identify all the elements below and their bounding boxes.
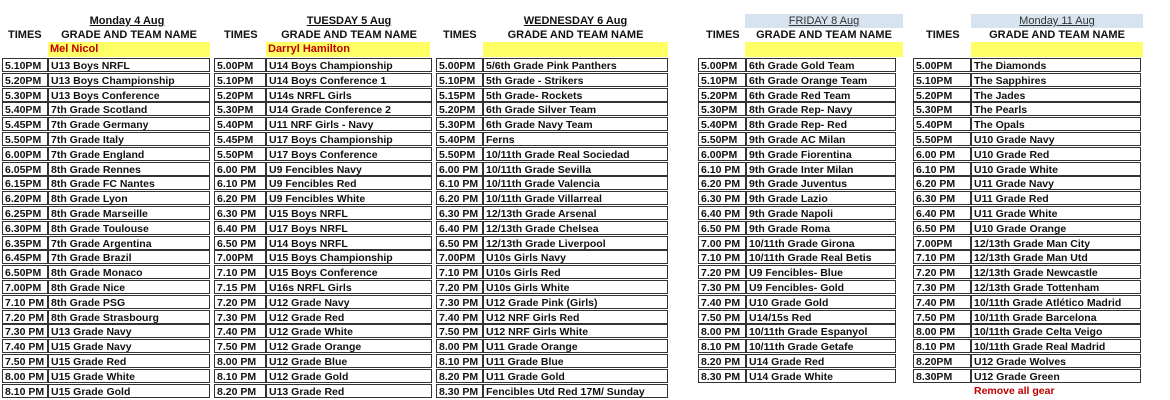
time-cell: 6.20 PM	[698, 176, 746, 190]
team-cell: U10 Grade White	[971, 162, 1141, 176]
time-cell: 8.20 PM	[214, 384, 266, 398]
time-cell: 6.35PM	[2, 236, 48, 250]
team-cell: Ferns	[483, 132, 668, 146]
time-cell: 6.10 PM	[214, 176, 266, 190]
time-cell: 8.20PM	[913, 354, 971, 368]
team-cell: 10/11th Grade Celta Veigo	[971, 324, 1141, 338]
grade-header: GRADE AND TEAM NAME	[281, 29, 417, 41]
team-cell: U9 Fencibles- Blue	[746, 265, 896, 279]
team-cell: The Diamonds	[971, 58, 1141, 72]
team-cell: U14 Grade Red	[746, 354, 896, 368]
team-cell: 6th Grade Silver Team	[483, 102, 668, 116]
time-cell: 7.20 PM	[698, 265, 746, 279]
team-cell: U11 Grade Blue	[483, 354, 668, 368]
time-cell: 5.40PM	[913, 117, 971, 131]
times-header: TIMES	[706, 29, 740, 41]
team-cell: 10/11th Grade Barcelona	[971, 310, 1141, 324]
time-cell: 5.10PM	[436, 73, 483, 87]
time-cell: 5.40PM	[436, 132, 483, 146]
time-cell: 6.40 PM	[698, 206, 746, 220]
time-cell: 7.30 PM	[436, 295, 483, 309]
time-cell: 5.10PM	[698, 73, 746, 87]
time-cell: 5.40PM	[698, 117, 746, 131]
team-cell: U14 Grade White	[746, 369, 896, 383]
team-cell: 9th Grade Inter Milan	[746, 162, 896, 176]
time-cell: 8.30 PM	[436, 384, 483, 398]
team-cell: 12/13th Grade Tottenham	[971, 280, 1141, 294]
team-cell: 10/11th Grade Villarreal	[483, 191, 668, 205]
time-cell: 8.00 PM	[913, 324, 971, 338]
time-cell: 8.10 PM	[698, 339, 746, 353]
team-cell: U12 Grade Blue	[266, 354, 432, 368]
team-cell: 8th Grade Marseille	[48, 206, 210, 220]
time-cell: 6.30PM	[2, 221, 48, 235]
team-cell: 10/11th Grade Real Betis	[746, 250, 896, 264]
team-cell: 12/13th Grade Man City	[971, 236, 1141, 250]
team-cell: The Jades	[971, 88, 1141, 102]
time-cell: 7.40 PM	[913, 295, 971, 309]
time-cell: 5.10PM	[214, 73, 266, 87]
team-cell: 6th Grade Red Team	[746, 88, 896, 102]
time-cell: 5.30PM	[214, 102, 266, 116]
team-cell: 6th Grade Gold Team	[746, 58, 896, 72]
time-cell: 7.50 PM	[214, 339, 266, 353]
team-cell: U10 Grade Red	[971, 147, 1141, 161]
team-cell: U11 Grade White	[971, 206, 1141, 220]
team-cell: U10 Grade Navy	[971, 132, 1141, 146]
time-cell: 6.45PM	[2, 250, 48, 264]
coach-name	[971, 42, 1143, 57]
team-cell: 9th Grade Juventus	[746, 176, 896, 190]
team-cell: U13 Boys Conference	[48, 88, 210, 102]
time-cell: 6.50 PM	[214, 236, 266, 250]
time-cell: 7.40 PM	[2, 339, 48, 353]
team-cell: U12 Grade Wolves	[971, 354, 1141, 368]
time-cell: 8.10 PM	[2, 384, 48, 398]
time-cell: 7.50 PM	[913, 310, 971, 324]
team-cell: U12 Grade Gold	[266, 369, 432, 383]
team-cell: 8th Grade Rep- Red	[746, 117, 896, 131]
time-cell: 6.00PM	[698, 147, 746, 161]
time-cell: 6.00 PM	[913, 147, 971, 161]
team-cell: U15 Grade Red	[48, 354, 210, 368]
time-cell: 6.20PM	[2, 191, 48, 205]
time-cell: 7.30 PM	[913, 280, 971, 294]
team-cell: 8th Grade Toulouse	[48, 221, 210, 235]
team-cell: The Opals	[971, 117, 1141, 131]
time-cell: 6.00 PM	[214, 162, 266, 176]
team-cell: 7th Grade Brazil	[48, 250, 210, 264]
times-header: TIMES	[926, 29, 960, 41]
time-cell: 6.30 PM	[214, 206, 266, 220]
team-cell: U14 Boys Conference 1	[266, 73, 432, 87]
times-header: TIMES	[443, 29, 477, 41]
time-cell: 8.30PM	[913, 369, 971, 383]
time-cell: 6.30 PM	[698, 191, 746, 205]
time-cell: 5.20PM	[214, 88, 266, 102]
day-title: Monday 11 Aug	[971, 14, 1143, 28]
team-cell: 8th Grade Lyon	[48, 191, 210, 205]
time-cell: 5.15PM	[436, 88, 483, 102]
time-cell: 5.40PM	[214, 117, 266, 131]
team-cell: 10/11th Grade Atlético Madrid	[971, 295, 1141, 309]
team-cell: U12 Grade Red	[266, 310, 432, 324]
time-cell: 7.30 PM	[2, 324, 48, 338]
team-cell: U13 Grade Navy	[48, 324, 210, 338]
time-cell: 5.45PM	[2, 117, 48, 131]
team-cell: U13 Boys Championship	[48, 73, 210, 87]
team-cell: 12/13th Grade Chelsea	[483, 221, 668, 235]
coach-name	[483, 42, 668, 57]
time-cell: 7.10 PM	[913, 250, 971, 264]
team-cell: U12 Grade White	[266, 324, 432, 338]
team-cell: U12 Grade Pink (Girls)	[483, 295, 668, 309]
team-cell: U13 Grade Red	[266, 384, 432, 398]
time-cell: 7.00PM	[436, 250, 483, 264]
team-cell: The Pearls	[971, 102, 1141, 116]
team-cell: U10s Girls Red	[483, 265, 668, 279]
team-cell: The Sapphires	[971, 73, 1141, 87]
time-cell: 7.50 PM	[698, 310, 746, 324]
time-cell: 7.40 PM	[214, 324, 266, 338]
time-cell: 6.00 PM	[436, 162, 483, 176]
time-cell: 6.50 PM	[913, 221, 971, 235]
time-cell: 8.30 PM	[698, 369, 746, 383]
team-cell: 6th Grade Navy Team	[483, 117, 668, 131]
team-cell: U15 Boys Conference	[266, 265, 432, 279]
time-cell: 5.50PM	[913, 132, 971, 146]
team-cell: U12 Grade Orange	[266, 339, 432, 353]
time-cell: 6.50 PM	[698, 221, 746, 235]
time-cell: 8.10 PM	[913, 339, 971, 353]
time-cell: 6.05PM	[2, 162, 48, 176]
time-cell: 7.30 PM	[698, 280, 746, 294]
team-cell: 8th Grade PSG	[48, 295, 210, 309]
time-cell: 7.10 PM	[436, 265, 483, 279]
team-cell: 9th Grade Lazio	[746, 191, 896, 205]
team-cell: 12/13th Grade Liverpool	[483, 236, 668, 250]
team-cell: 5/6th Grade Pink Panthers	[483, 58, 668, 72]
time-cell: 5.20PM	[913, 88, 971, 102]
time-cell: 6.30 PM	[913, 191, 971, 205]
team-cell: U10s Girls Navy	[483, 250, 668, 264]
team-cell: 9th Grade Roma	[746, 221, 896, 235]
time-cell: 5.00PM	[436, 58, 483, 72]
time-cell: 8.10 PM	[214, 369, 266, 383]
coach-name: Darryl Hamilton	[266, 42, 430, 57]
time-cell: 6.15PM	[2, 176, 48, 190]
times-header: TIMES	[8, 29, 42, 41]
team-cell: U14s NRFL Girls	[266, 88, 432, 102]
team-cell: 10/11th Grade Valencia	[483, 176, 668, 190]
team-cell: U15 Grade Gold	[48, 384, 210, 398]
team-cell: U17 Boys NRFL	[266, 221, 432, 235]
team-cell: 10/11th Grade Espanyol	[746, 324, 896, 338]
time-cell: 8.00 PM	[2, 369, 48, 383]
time-cell: 6.30 PM	[436, 206, 483, 220]
team-cell: U11 Grade Gold	[483, 369, 668, 383]
time-cell: 6.20 PM	[913, 176, 971, 190]
time-cell: 6.20 PM	[436, 191, 483, 205]
time-cell: 7.20 PM	[436, 280, 483, 294]
team-cell: U17 Boys Championship	[266, 132, 432, 146]
time-cell: 7.40 PM	[698, 295, 746, 309]
team-cell: 5th Grade - Strikers	[483, 73, 668, 87]
team-cell: 8th Grade Monaco	[48, 265, 210, 279]
time-cell: 7.20 PM	[913, 265, 971, 279]
team-cell: 8th Grade Nice	[48, 280, 210, 294]
team-cell: 7th Grade Italy	[48, 132, 210, 146]
time-cell: 5.20PM	[2, 73, 48, 87]
team-cell: 10/11th Grade Real Sociedad	[483, 147, 668, 161]
team-cell: 10/11th Grade Girona	[746, 236, 896, 250]
coach-name	[745, 42, 903, 57]
time-cell: 6.10 PM	[913, 162, 971, 176]
day-title: Monday 4 Aug	[89, 15, 165, 27]
time-cell: 5.20PM	[698, 88, 746, 102]
time-cell: 7.50 PM	[2, 354, 48, 368]
time-cell: 7.00 PM	[698, 236, 746, 250]
time-cell: 7.00PM	[214, 250, 266, 264]
grade-header: GRADE AND TEAM NAME	[756, 29, 892, 41]
team-cell: 5th Grade- Rockets	[483, 88, 668, 102]
team-cell: U12 NRF Girls White	[483, 324, 668, 338]
team-cell: 7th Grade Scotland	[48, 102, 210, 116]
time-cell: 8.20 PM	[698, 354, 746, 368]
team-cell: U10 Grade Gold	[746, 295, 896, 309]
team-cell: 9th Grade Napoli	[746, 206, 896, 220]
team-cell: 7th Grade Argentina	[48, 236, 210, 250]
time-cell: 7.15 PM	[214, 280, 266, 294]
grade-header: GRADE AND TEAM NAME	[61, 29, 197, 41]
team-cell: U16s NRFL Girls	[266, 280, 432, 294]
team-cell: U17 Boys Conference	[266, 147, 432, 161]
time-cell: 7.30 PM	[214, 310, 266, 324]
time-cell: 5.50PM	[698, 132, 746, 146]
team-cell: 12/13th Grade Newcastle	[971, 265, 1141, 279]
team-cell: 7th Grade Germany	[48, 117, 210, 131]
time-cell: 7.10 PM	[214, 265, 266, 279]
team-cell: 8th Grade FC Nantes	[48, 176, 210, 190]
team-cell: U10s Girls White	[483, 280, 668, 294]
remove-gear-note: Remove all gear	[974, 385, 1055, 397]
time-cell: 5.00PM	[214, 58, 266, 72]
time-cell: 6.00PM	[2, 147, 48, 161]
time-cell: 5.00PM	[698, 58, 746, 72]
team-cell: U13 Boys NRFL	[48, 58, 210, 72]
team-cell: 9th Grade Fiorentina	[746, 147, 896, 161]
team-cell: U11 Grade Red	[971, 191, 1141, 205]
team-cell: 9th Grade AC Milan	[746, 132, 896, 146]
team-cell: U15 Boys Championship	[266, 250, 432, 264]
time-cell: 8.00 PM	[214, 354, 266, 368]
team-cell: U10 Grade Orange	[971, 221, 1141, 235]
time-cell: 7.20 PM	[214, 295, 266, 309]
time-cell: 5.40PM	[2, 102, 48, 116]
time-cell: 5.45PM	[214, 132, 266, 146]
team-cell: U14 Boys NRFL	[266, 236, 432, 250]
team-cell: 8th Grade Rennes	[48, 162, 210, 176]
day-title: TUESDAY 5 Aug	[306, 15, 392, 27]
time-cell: 8.10 PM	[436, 354, 483, 368]
grade-header: GRADE AND TEAM NAME	[989, 29, 1125, 41]
team-cell: 10/11th Grade Sevilla	[483, 162, 668, 176]
team-cell: U12 Grade Green	[971, 369, 1141, 383]
time-cell: 6.50 PM	[436, 236, 483, 250]
team-cell: Fencibles Utd Red 17M/ Sunday	[483, 384, 668, 398]
team-cell: U11 Grade Orange	[483, 339, 668, 353]
time-cell: 8.00 PM	[698, 324, 746, 338]
time-cell: 6.10 PM	[436, 176, 483, 190]
time-cell: 7.10 PM	[2, 295, 48, 309]
coach-name: Mel Nicol	[48, 42, 210, 57]
team-cell: U12 NRF Girls Red	[483, 310, 668, 324]
team-cell: U9 Fencibles Navy	[266, 162, 432, 176]
time-cell: 7.00PM	[2, 280, 48, 294]
time-cell: 6.40 PM	[214, 221, 266, 235]
time-cell: 5.50PM	[436, 147, 483, 161]
team-cell: U14/15s Red	[746, 310, 896, 324]
team-cell: U15 Boys NRFL	[266, 206, 432, 220]
time-cell: 7.40 PM	[436, 310, 483, 324]
time-cell: 8.20 PM	[436, 369, 483, 383]
team-cell: 8th Grade Rep- Navy	[746, 102, 896, 116]
team-cell: U12 Grade Navy	[266, 295, 432, 309]
team-cell: U15 Grade Navy	[48, 339, 210, 353]
time-cell: 5.30PM	[913, 102, 971, 116]
team-cell: 10/11th Grade Real Madrid	[971, 339, 1141, 353]
time-cell: 6.25PM	[2, 206, 48, 220]
time-cell: 5.10PM	[913, 73, 971, 87]
team-cell: U11 NRF Girls - Navy	[266, 117, 432, 131]
time-cell: 6.10 PM	[698, 162, 746, 176]
team-cell: U9 Fencibles- Gold	[746, 280, 896, 294]
time-cell: 5.50PM	[2, 132, 48, 146]
time-cell: 6.40 PM	[913, 206, 971, 220]
time-cell: 7.50 PM	[436, 324, 483, 338]
time-cell: 6.50PM	[2, 265, 48, 279]
time-cell: 7.10 PM	[698, 250, 746, 264]
grade-header: GRADE AND TEAM NAME	[507, 29, 644, 41]
team-cell: 12/13th Grade Arsenal	[483, 206, 668, 220]
day-title: WEDNESDAY 6 Aug	[523, 15, 628, 27]
day-title: FRIDAY 8 Aug	[745, 14, 903, 28]
time-cell: 5.00PM	[913, 58, 971, 72]
team-cell: U14 Boys Championship	[266, 58, 432, 72]
team-cell: 12/13th Grade Man Utd	[971, 250, 1141, 264]
team-cell: 10/11th Grade Getafe	[746, 339, 896, 353]
time-cell: 7.20 PM	[2, 310, 48, 324]
time-cell: 5.30PM	[2, 88, 48, 102]
times-header: TIMES	[224, 29, 258, 41]
time-cell: 6.20 PM	[214, 191, 266, 205]
time-cell: 5.30PM	[436, 117, 483, 131]
time-cell: 5.10PM	[2, 58, 48, 72]
team-cell: U9 Fencibles Red	[266, 176, 432, 190]
time-cell: 7.00PM	[913, 236, 971, 250]
time-cell: 8.00 PM	[436, 339, 483, 353]
time-cell: 5.20PM	[436, 102, 483, 116]
team-cell: U15 Grade White	[48, 369, 210, 383]
time-cell: 5.50PM	[214, 147, 266, 161]
team-cell: U11 Grade Navy	[971, 176, 1141, 190]
team-cell: 7th Grade England	[48, 147, 210, 161]
time-cell: 6.40 PM	[436, 221, 483, 235]
team-cell: 8th Grade Strasbourg	[48, 310, 210, 324]
team-cell: 6th Grade Orange Team	[746, 73, 896, 87]
team-cell: U14 Grade Conference 2	[266, 102, 432, 116]
time-cell: 5.30PM	[698, 102, 746, 116]
team-cell: U9 Fencibles White	[266, 191, 432, 205]
